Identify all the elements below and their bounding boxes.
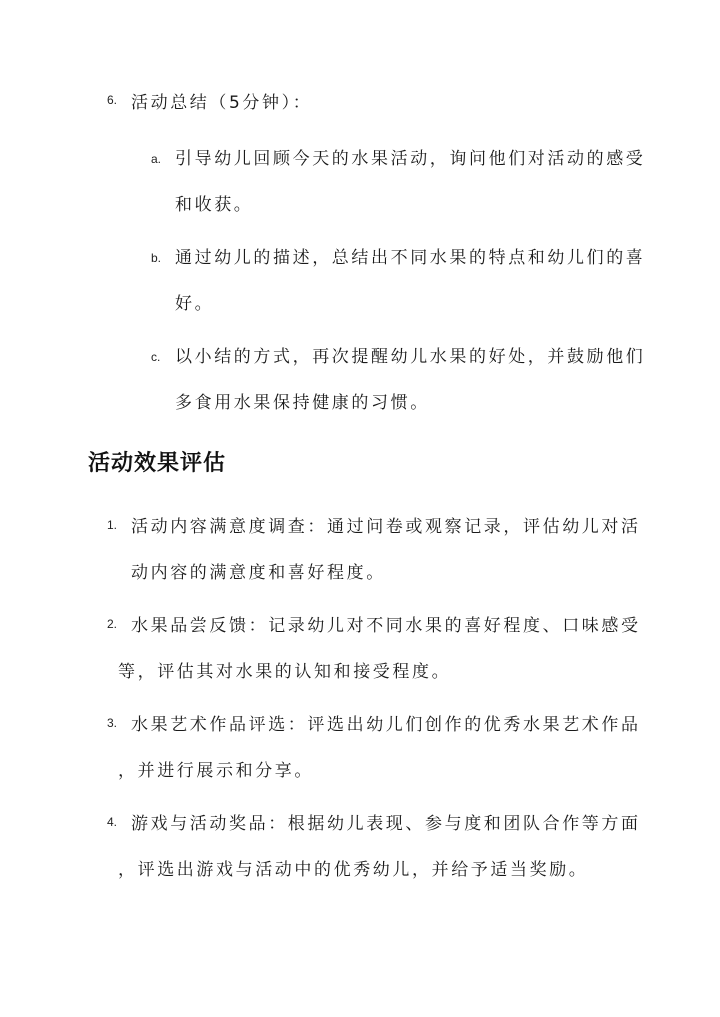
- list-marker: a.: [151, 152, 162, 166]
- list-item-line: 好。: [175, 294, 215, 314]
- list-item-line: 以小结的方式，再次提醒幼儿水果的好处，并鼓励他们: [175, 347, 646, 367]
- list-item-line: 动内容的满意度和喜好程度。: [131, 563, 386, 583]
- list-number: 3.: [107, 716, 118, 730]
- list-item-line: 通过幼儿的描述，总结出不同水果的特点和幼儿们的喜: [175, 248, 646, 268]
- list-item-line: 等，评估其对水果的认知和接受程度。: [118, 662, 452, 682]
- section-title: 活动总结（5分钟）：: [131, 93, 313, 113]
- list-number: 2.: [107, 617, 118, 631]
- list-marker: b.: [151, 251, 162, 265]
- list-item-line: 引导幼儿回顾今天的水果活动，询问他们对活动的感受: [175, 149, 646, 169]
- list-item-line: 游戏与活动奖品：根据幼儿表现、参与度和团队合作等方面: [131, 814, 641, 834]
- list-number: 4.: [107, 815, 118, 829]
- list-item-line: 活动内容满意度调查：通过问卷或观察记录，评估幼儿对活: [131, 517, 641, 537]
- list-number: 1.: [107, 518, 118, 532]
- list-item-line: 和收获。: [175, 195, 254, 215]
- list-number: 6.: [107, 93, 118, 107]
- list-item-line: 水果艺术作品评选：评选出幼儿们创作的优秀水果艺术作品: [131, 715, 641, 735]
- list-item-line: 水果品尝反馈：记录幼儿对不同水果的喜好程度、口味感受: [131, 616, 641, 636]
- section-heading: 活动效果评估: [88, 451, 227, 476]
- list-item-line: ，并进行展示和分享。: [118, 761, 314, 781]
- list-marker: c.: [151, 350, 161, 364]
- list-item-line: 多食用水果保持健康的习惯。: [175, 393, 430, 413]
- list-item-line: ，评选出游戏与活动中的优秀幼儿，并给予适当奖励。: [118, 860, 589, 880]
